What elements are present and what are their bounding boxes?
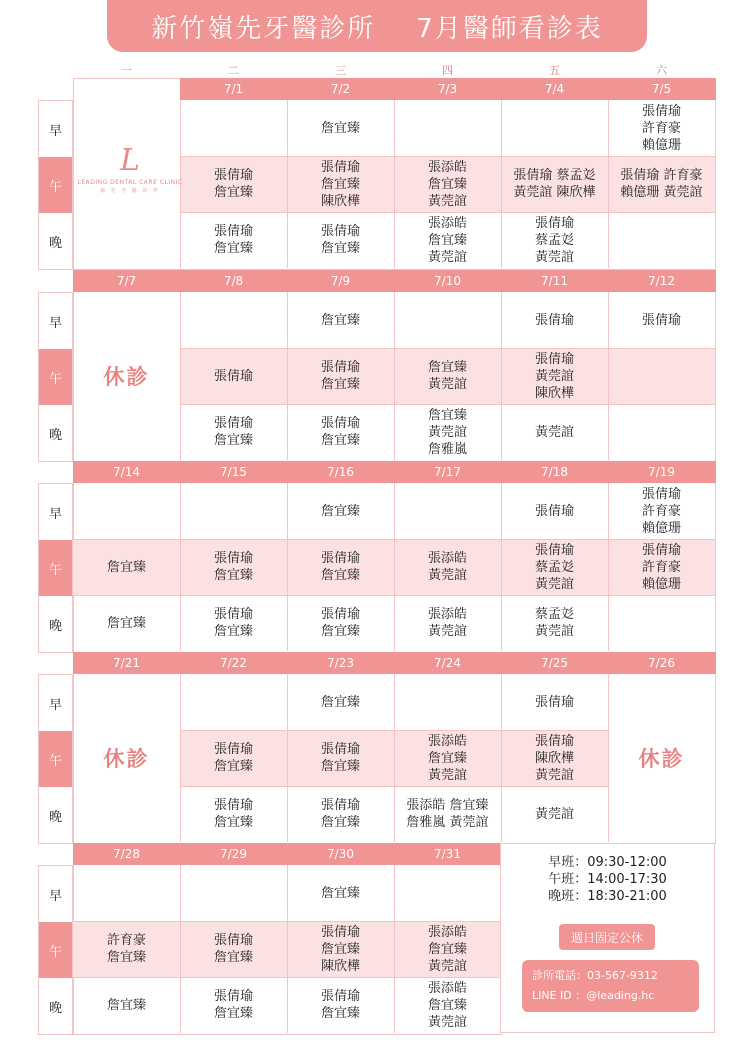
doctor-names: 蔡孟彣 (534, 607, 574, 622)
doctor-names: 張倩瑜 (534, 503, 574, 519)
doctor-cell (287, 100, 394, 156)
doctor-cell (501, 674, 608, 730)
doctor-names: 張倩瑜 (320, 360, 360, 375)
line-id: LINE ID ：@leading.hc (532, 989, 655, 1002)
doctor-names: 張倩瑜 (213, 607, 253, 622)
doctor-names: 詹宜臻 (427, 997, 467, 1013)
date-header: 7/21 (113, 656, 140, 670)
doctor-names: 詹宜臻 (320, 120, 360, 136)
doctor-cell (501, 404, 608, 460)
period-label: 午 (39, 540, 72, 596)
doctor-names: 黃莞誼 (427, 424, 467, 440)
doctor-names: 張添皓 詹宜臻 (406, 798, 489, 813)
doctor-names: 張倩瑜 (320, 742, 360, 757)
doctor-cell (608, 100, 715, 156)
doctor-names: 詹宜臻 (320, 312, 360, 328)
closed-label: 休診 (103, 365, 150, 389)
doctor-names: 黃莞誼 (534, 249, 574, 265)
doctor-names: 賴億珊 (641, 137, 681, 153)
date-header: 7/22 (220, 656, 247, 670)
period-column (38, 865, 73, 1035)
doctor-names: 詹雅嵐 (427, 441, 467, 457)
doctor-names: 黃莞誼 (427, 568, 467, 583)
doctor-cell (287, 786, 394, 842)
doctor-names: 詹宜臻 (213, 1006, 253, 1021)
doctor-names: 詹宜臻 (427, 360, 467, 375)
period-label: 早 (48, 888, 62, 904)
doctor-cell (180, 212, 287, 268)
doctor-names: 張倩瑜 (213, 551, 253, 566)
doctor-cell (180, 404, 287, 460)
doctor-names: 黃莞誼 (427, 249, 467, 265)
doctor-names: 黃莞誼 陳欣樺 (513, 185, 596, 200)
doctor-names: 詹宜臻 (106, 615, 146, 631)
doctor-names: 張倩瑜 (213, 933, 253, 948)
date-header: 7/15 (220, 465, 247, 479)
doctor-names: 詹宜臻 (213, 568, 253, 583)
doctor-cell (608, 539, 715, 595)
doctor-names: 詹宜臻 (320, 815, 360, 830)
weekday-label: 一 (121, 64, 132, 77)
doctor-cell (287, 156, 394, 212)
doctor-names: 張倩瑜 (320, 924, 360, 940)
page-title: 新竹嶺先牙醫診所 7月醫師看診表 (107, 0, 647, 52)
date-header: 7/24 (434, 656, 461, 670)
doctor-cell (608, 292, 715, 348)
doctor-cell (501, 595, 608, 651)
noon-row-bg (608, 348, 715, 404)
doctor-cell (287, 921, 394, 977)
doctor-names: 詹宜臻 (213, 624, 253, 639)
grid-line (608, 404, 715, 405)
doctor-names: 張添皓 (427, 980, 467, 996)
clinic-phone: 診所電話：03-567-9312 (532, 969, 658, 982)
doctor-names: 詹宜臻 (427, 407, 467, 423)
doctor-names: 張倩瑜 (320, 607, 360, 622)
doctor-cell (501, 786, 608, 842)
weekday-label: 五 (549, 64, 560, 77)
weekday-label: 六 (656, 64, 667, 77)
closed-label: 休診 (638, 747, 685, 771)
doctor-names: 詹宜臻 (213, 950, 253, 965)
doctor-names: 黃莞誼 (427, 624, 467, 639)
doctor-cell (394, 595, 501, 651)
doctor-names: 詹宜臻 (320, 885, 360, 901)
doctor-cell (287, 212, 394, 268)
grid-line (608, 348, 715, 349)
period-label: 午 (39, 922, 72, 978)
doctor-cell (73, 539, 180, 595)
hours-afternoon: 午班：14:00-17:30 (548, 872, 667, 887)
period-column (38, 292, 73, 462)
doctor-names: 詹宜臻 (320, 241, 360, 256)
doctor-names: 詹宜臻 (106, 950, 146, 965)
doctor-names: 詹宜臻 (213, 759, 253, 774)
doctor-cell (287, 977, 394, 1033)
date-header: 7/3 (437, 82, 458, 96)
period-label: 早 (48, 506, 62, 522)
doctor-names: 張倩瑜 (320, 989, 360, 1004)
doctor-cell (180, 786, 287, 842)
doctor-names: 張倩瑜 (213, 168, 253, 183)
contact-box (522, 960, 699, 1012)
doctor-cell (394, 921, 501, 977)
doctor-names: 張添皓 (427, 607, 467, 622)
doctor-cell (394, 156, 501, 212)
doctor-names: 黃莞誼 (427, 958, 467, 974)
doctor-cell (394, 404, 501, 460)
doctor-names: 張添皓 (427, 215, 467, 231)
doctor-cell (180, 539, 287, 595)
doctor-names: 詹宜臻 (320, 433, 360, 448)
doctor-cell (501, 348, 608, 404)
date-header: 7/11 (541, 274, 568, 288)
doctor-names: 張倩瑜 (534, 694, 574, 710)
doctor-names: 黃莞誼 (534, 576, 574, 592)
doctor-cell (394, 539, 501, 595)
period-label: 晚 (48, 618, 62, 634)
doctor-names: 詹宜臻 (213, 241, 253, 256)
doctor-names: 詹宜臻 (320, 568, 360, 583)
doctor-cell (180, 348, 287, 404)
doctor-cell (180, 595, 287, 651)
date-header: 7/23 (327, 656, 354, 670)
doctor-names: 張倩瑜 (534, 733, 574, 749)
doctor-names: 詹宜臻 (320, 694, 360, 710)
doctor-names: 張倩瑜 (641, 542, 681, 558)
doctor-names: 張添皓 (427, 159, 467, 175)
period-column (38, 100, 73, 270)
logo-subtitle: 嶺 先 牙 醫 診 所 (100, 188, 160, 194)
doctor-names: 張倩瑜 (213, 368, 253, 384)
date-header: 7/18 (541, 465, 568, 479)
period-label: 晚 (48, 427, 62, 443)
doctor-names: 蔡孟彣 (534, 232, 574, 248)
date-header: 7/14 (113, 465, 140, 479)
doctor-cell (608, 483, 715, 539)
doctor-names: 張添皓 (427, 733, 467, 749)
doctor-names: 陳欣樺 (534, 385, 574, 401)
doctor-cell (394, 730, 501, 786)
date-header: 7/25 (541, 656, 568, 670)
doctor-names: 詹宜臻 (320, 941, 360, 957)
doctor-names: 詹宜臻 (320, 503, 360, 519)
doctor-names: 詹宜臻 (427, 232, 467, 248)
doctor-cell (180, 156, 287, 212)
logo-name: LEADING DENTAL CARE CLINIC (77, 179, 183, 186)
doctor-cell (287, 595, 394, 651)
doctor-cell (287, 539, 394, 595)
date-header: 7/5 (651, 82, 672, 96)
doctor-names: 張添皓 (427, 924, 467, 940)
period-column (38, 674, 73, 844)
doctor-cell (180, 730, 287, 786)
doctor-names: 張倩瑜 (320, 551, 360, 566)
weekday-label: 三 (335, 64, 346, 77)
doctor-names: 張倩瑜 蔡孟彣 (513, 168, 596, 183)
doctor-cell (394, 977, 501, 1033)
weekday-label: 二 (228, 64, 239, 77)
date-header: 7/7 (116, 274, 137, 288)
date-header: 7/12 (648, 274, 675, 288)
doctor-names: 張倩瑜 許育豪 (620, 168, 703, 183)
doctor-names: 許育豪 (106, 933, 146, 948)
date-header: 7/26 (648, 656, 675, 670)
doctor-names: 張倩瑜 (213, 742, 253, 757)
date-header: 7/19 (648, 465, 675, 479)
doctor-names: 賴億珊 (641, 576, 681, 592)
period-label: 晚 (48, 809, 62, 825)
doctor-names: 張倩瑜 (320, 224, 360, 239)
clinic-logo (77, 143, 183, 205)
doctor-names: 詹宜臻 (213, 185, 253, 200)
doctor-names: 蔡孟彣 (534, 559, 574, 575)
doctor-names: 張倩瑜 (534, 312, 574, 328)
period-label: 晚 (48, 235, 62, 251)
doctor-names: 張倩瑜 (213, 416, 253, 431)
doctor-names: 張添皓 (427, 551, 467, 566)
doctor-names: 詹宜臻 (427, 176, 467, 192)
doctor-names: 黃莞誼 (427, 1014, 467, 1030)
doctor-names: 張倩瑜 (213, 798, 253, 813)
doctor-names: 詹宜臻 (320, 759, 360, 774)
info-box (500, 843, 715, 1033)
date-header: 7/10 (434, 274, 461, 288)
doctor-cell (287, 865, 394, 921)
doctor-cell (501, 212, 608, 268)
date-header: 7/17 (434, 465, 461, 479)
doctor-cell (608, 156, 715, 212)
date-header: 7/9 (330, 274, 351, 288)
doctor-names: 黃莞誼 (427, 193, 467, 209)
period-label: 晚 (48, 1000, 62, 1016)
sunday-closed-badge: 週日固定公休 (559, 924, 655, 950)
date-header: 7/2 (330, 82, 351, 96)
doctor-names: 陳欣樺 (320, 193, 360, 209)
period-label: 午 (39, 349, 72, 405)
doctor-names: 詹宜臻 (427, 750, 467, 766)
doctor-names: 黃莞誼 (534, 624, 574, 639)
doctor-cell (287, 730, 394, 786)
doctor-cell (501, 292, 608, 348)
doctor-names: 張倩瑜 (534, 351, 574, 367)
doctor-names: 張倩瑜 (534, 542, 574, 558)
doctor-names: 許育豪 (641, 559, 681, 575)
doctor-cell (287, 348, 394, 404)
doctor-names: 陳欣樺 (320, 958, 360, 974)
date-header: 7/31 (434, 847, 461, 861)
doctor-cell (73, 977, 180, 1033)
period-label: 午 (39, 731, 72, 787)
doctor-names: 黃莞誼 (534, 368, 574, 384)
doctor-names: 黃莞誼 (534, 424, 574, 440)
doctor-names: 張倩瑜 (320, 798, 360, 813)
doctor-cell (501, 483, 608, 539)
period-label: 午 (39, 157, 72, 213)
period-column (38, 483, 73, 653)
grid-line (608, 595, 715, 596)
date-header: 7/29 (220, 847, 247, 861)
doctor-names: 張倩瑜 (213, 989, 253, 1004)
doctor-names: 賴億珊 黃莞誼 (620, 185, 703, 200)
doctor-names: 張倩瑜 (213, 224, 253, 239)
date-header: 7/16 (327, 465, 354, 479)
period-label: 早 (48, 315, 62, 331)
closed-label: 休診 (103, 747, 150, 771)
period-label: 早 (48, 123, 62, 139)
doctor-names: 詹宜臻 (427, 941, 467, 957)
doctor-cell (394, 212, 501, 268)
doctor-names: 張倩瑜 (534, 215, 574, 231)
doctor-names: 詹宜臻 (320, 624, 360, 639)
date-header: 7/28 (113, 847, 140, 861)
weekday-label: 四 (442, 64, 453, 77)
hours-morning: 早班：09:30-12:00 (548, 855, 667, 870)
doctor-names: 黃莞誼 (534, 767, 574, 783)
doctor-cell (501, 156, 608, 212)
doctor-names: 詹宜臻 (320, 1006, 360, 1021)
doctor-cell (287, 483, 394, 539)
doctor-names: 詹宜臻 (320, 377, 360, 392)
doctor-names: 黃莞誼 (427, 767, 467, 783)
doctor-names: 張倩瑜 (641, 486, 681, 502)
doctor-names: 許育豪 (641, 120, 681, 136)
doctor-names: 張倩瑜 (641, 312, 681, 328)
doctor-names: 賴億珊 (641, 520, 681, 536)
doctor-names: 詹宜臻 (320, 176, 360, 192)
doctor-names: 許育豪 (641, 503, 681, 519)
doctor-cell (501, 730, 608, 786)
grid-line (608, 212, 715, 213)
hours-evening: 晚班：18:30-21:00 (548, 889, 667, 904)
doctor-names: 張倩瑜 (320, 159, 360, 175)
doctor-cell (287, 404, 394, 460)
doctor-cell (180, 921, 287, 977)
doctor-cell (180, 977, 287, 1033)
logo-mark: L (120, 143, 140, 178)
date-header: 7/30 (327, 847, 354, 861)
doctor-cell (394, 786, 501, 842)
doctor-names: 黃莞誼 (534, 806, 574, 822)
doctor-cell (73, 595, 180, 651)
date-header: 7/8 (223, 274, 244, 288)
business-hours (501, 854, 714, 905)
doctor-names: 詹宜臻 (106, 559, 146, 575)
doctor-names: 黃莞誼 (427, 377, 467, 392)
date-header: 7/4 (544, 82, 565, 96)
doctor-names: 張倩瑜 (641, 103, 681, 119)
doctor-names: 陳欣樺 (534, 750, 574, 766)
doctor-names: 詹宜臻 (106, 997, 146, 1013)
doctor-names: 張倩瑜 (320, 416, 360, 431)
doctor-cell (501, 539, 608, 595)
doctor-cell (73, 921, 180, 977)
doctor-cell (287, 292, 394, 348)
period-label: 早 (48, 697, 62, 713)
doctor-names: 詹宜臻 (213, 815, 253, 830)
doctor-cell (287, 674, 394, 730)
date-header: 7/1 (223, 82, 244, 96)
doctor-names: 詹宜臻 (213, 433, 253, 448)
doctor-cell (394, 348, 501, 404)
doctor-names: 詹雅嵐 黃莞誼 (406, 815, 489, 830)
